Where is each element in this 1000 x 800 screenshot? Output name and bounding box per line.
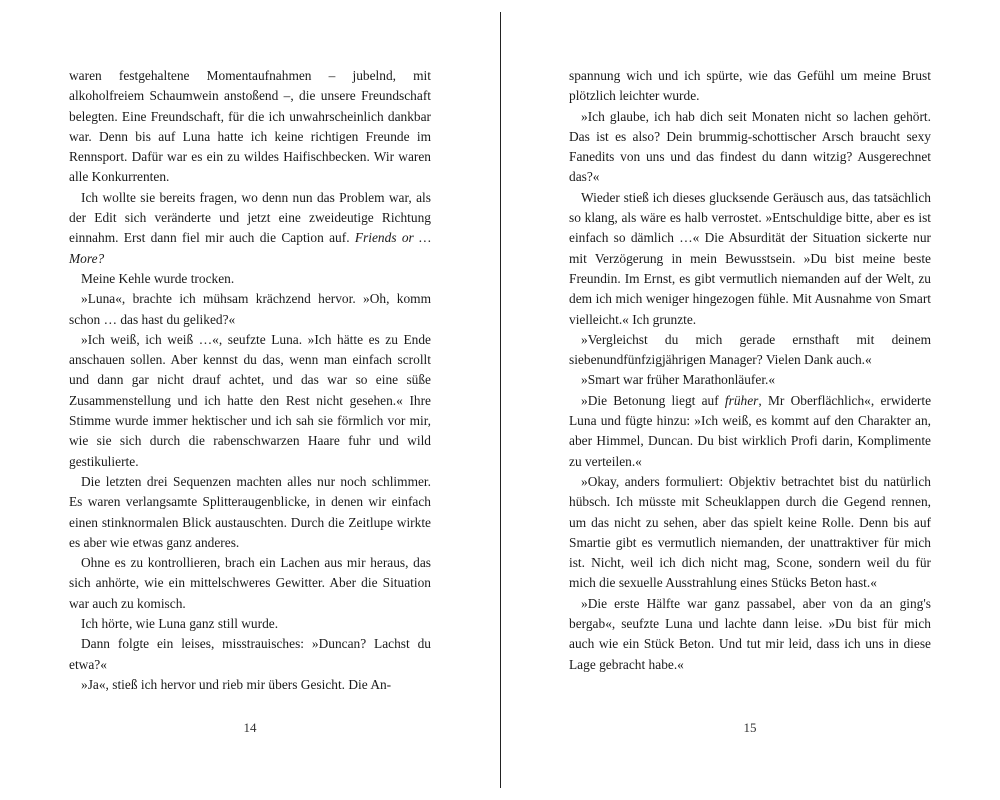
paragraph: »Smart war früher Marathonläufer.« [581,372,776,388]
paragraph: »Ich weiß, ich weiß …«, seufzte Luna. »Ich hätte es zu Ende anschauen sollen. Aber kennst du das, wenn man einfach scrollt und dann gar nicht drauf achtet, und das war so eine süße Zusammenstellung und ich hatte den Rest nicht gesehen.« Ihre Stimme wurde immer hektischer und ich sah sie förmlich vor mir, wie sie sich durch die rabenschwarzen Haare fuhr und wild gestikulierte. [69,331,431,469]
left-page-text [69,66,431,695]
paragraph: Wieder stieß ich dieses glucksende Geräusch aus, das tatsächlich so klang, als wäre es halb verrostet. »Entschuldige bitte, aber es ist einfach so dämlich …« Die Absurdität der Situation sickerte nur mit Verzögerung in mein Bewusstsein. »Du bist meine beste Freundin. Im Ernst, es gibt vermutlich niemanden auf der Welt, zu dem ich mich weniger hingezogen fühle. Mit Ausnahme von Smart vielleicht.« Ich grunzte. [569,189,931,327]
paragraph: spannung wich und ich spürte, wie das Gefühl um meine Brust plötzlich leichter wurde. [569,68,931,104]
paragraph: Meine Kehle wurde trocken. [81,270,235,286]
right-page [569,66,931,675]
paragraph: waren festgehaltene Momentaufnahmen – jubelnd, mit alkoholfreiem Schaumwein anstoßend –, die unsere Freundschaft belegten. Eine Freundschaft, für die ich unwahrscheinlich dankbar war. Denn bis auf Luna hatte ich keine richtigen Freunde im Rennsport. Dafür war es ein zu wildes Haifischbecken. Wir waren alle Konkurrenten. [69,68,431,185]
paragraph: »Okay, anders formuliert: Objektiv betrachtet bist du natürlich hübsch. Ich müsste mit Scheuklappen durch die Gegend rennen, um das nicht zu sehen, aber das spielt keine Rolle. Denn bis auf Smartie gibt es vermutlich niemanden, der unattraktiver für mich ist. Nicht, weil ich dich nicht mag, Scone, sondern weil du für mich die sexuelle Ausstrahlung eines Stücks Beton hast.« [569,473,931,591]
right-page-text [569,66,931,675]
paragraph: »Luna«, brachte ich mühsam krächzend hervor. »Oh, komm schon … das hast du geliked?« [69,291,431,327]
paragraph: »Die erste Hälfte war ganz passabel, aber von da an ging's bergab«, seufzte Luna und lachte dann leise. »Du bist für mich auch wie ein Stück Beton. Und tut mir leid, dass ich uns in diese Lage gebracht habe.« [569,595,931,672]
paragraph: Die letzten drei Sequenzen machten alles nur noch schlimmer. Es waren verlangsamte Splitteraugenblicke, in denen wir einfach einen stinknormalen Blick austauschten. Durch die Zeitlupe wirkte es aber wie etwas ganz anderes. [69,473,431,550]
page-gutter-divider [500,12,501,788]
paragraph: Dann folgte ein leises, misstrauisches: »Duncan? Lachst du etwa?« [69,636,431,672]
page-number-left: 14 [243,720,257,735]
paragraph: »Vergleichst du mich gerade ernsthaft mit deinem siebenundfünfzigjährigen Manager? Vielen Dank auch.« [569,331,931,368]
paragraph: Ich wollte sie bereits fragen, wo denn nun das Problem war, als der Edit sich veränderte und jetzt eine zweideutige Richtung einnahm. Erst dann fiel mir auch die Caption auf. Friends or … More? [69,189,431,266]
left-page [69,66,431,695]
paragraph: Ohne es zu kontrollieren, brach ein Lachen aus mir heraus, das sich anhörte, wie ein mittelschweres Gewitter. Aber die Situation war auch zu komisch. [69,555,431,611]
paragraph: »Ja«, stieß ich hervor und rieb mir übers Gesicht. Die An- [81,676,392,692]
paragraph: »Die Betonung liegt auf früher, Mr Oberflächlich«, erwiderte Luna und fügte hinzu: »Ich weiß, es kommt auf den Charakter an, aber Himmel, Duncan. Du bist wirklich Profi darin, Komplimente zu verteilen.« [569,392,932,469]
emphasis-italic: früher [724,392,759,408]
paragraph: Ich hörte, wie Luna ganz still wurde. [81,616,279,632]
page-number-right: 15 [743,720,757,735]
caption-italic: Friends or … More? [69,230,431,266]
paragraph: »Ich glaube, ich hab dich seit Monaten nicht so lachen gehört. Das ist es also? Dein brummig-schottischer Arsch braucht sexy Fanedits von uns und das findest du dann witzig? Ausgerechnet das?« [569,108,931,185]
